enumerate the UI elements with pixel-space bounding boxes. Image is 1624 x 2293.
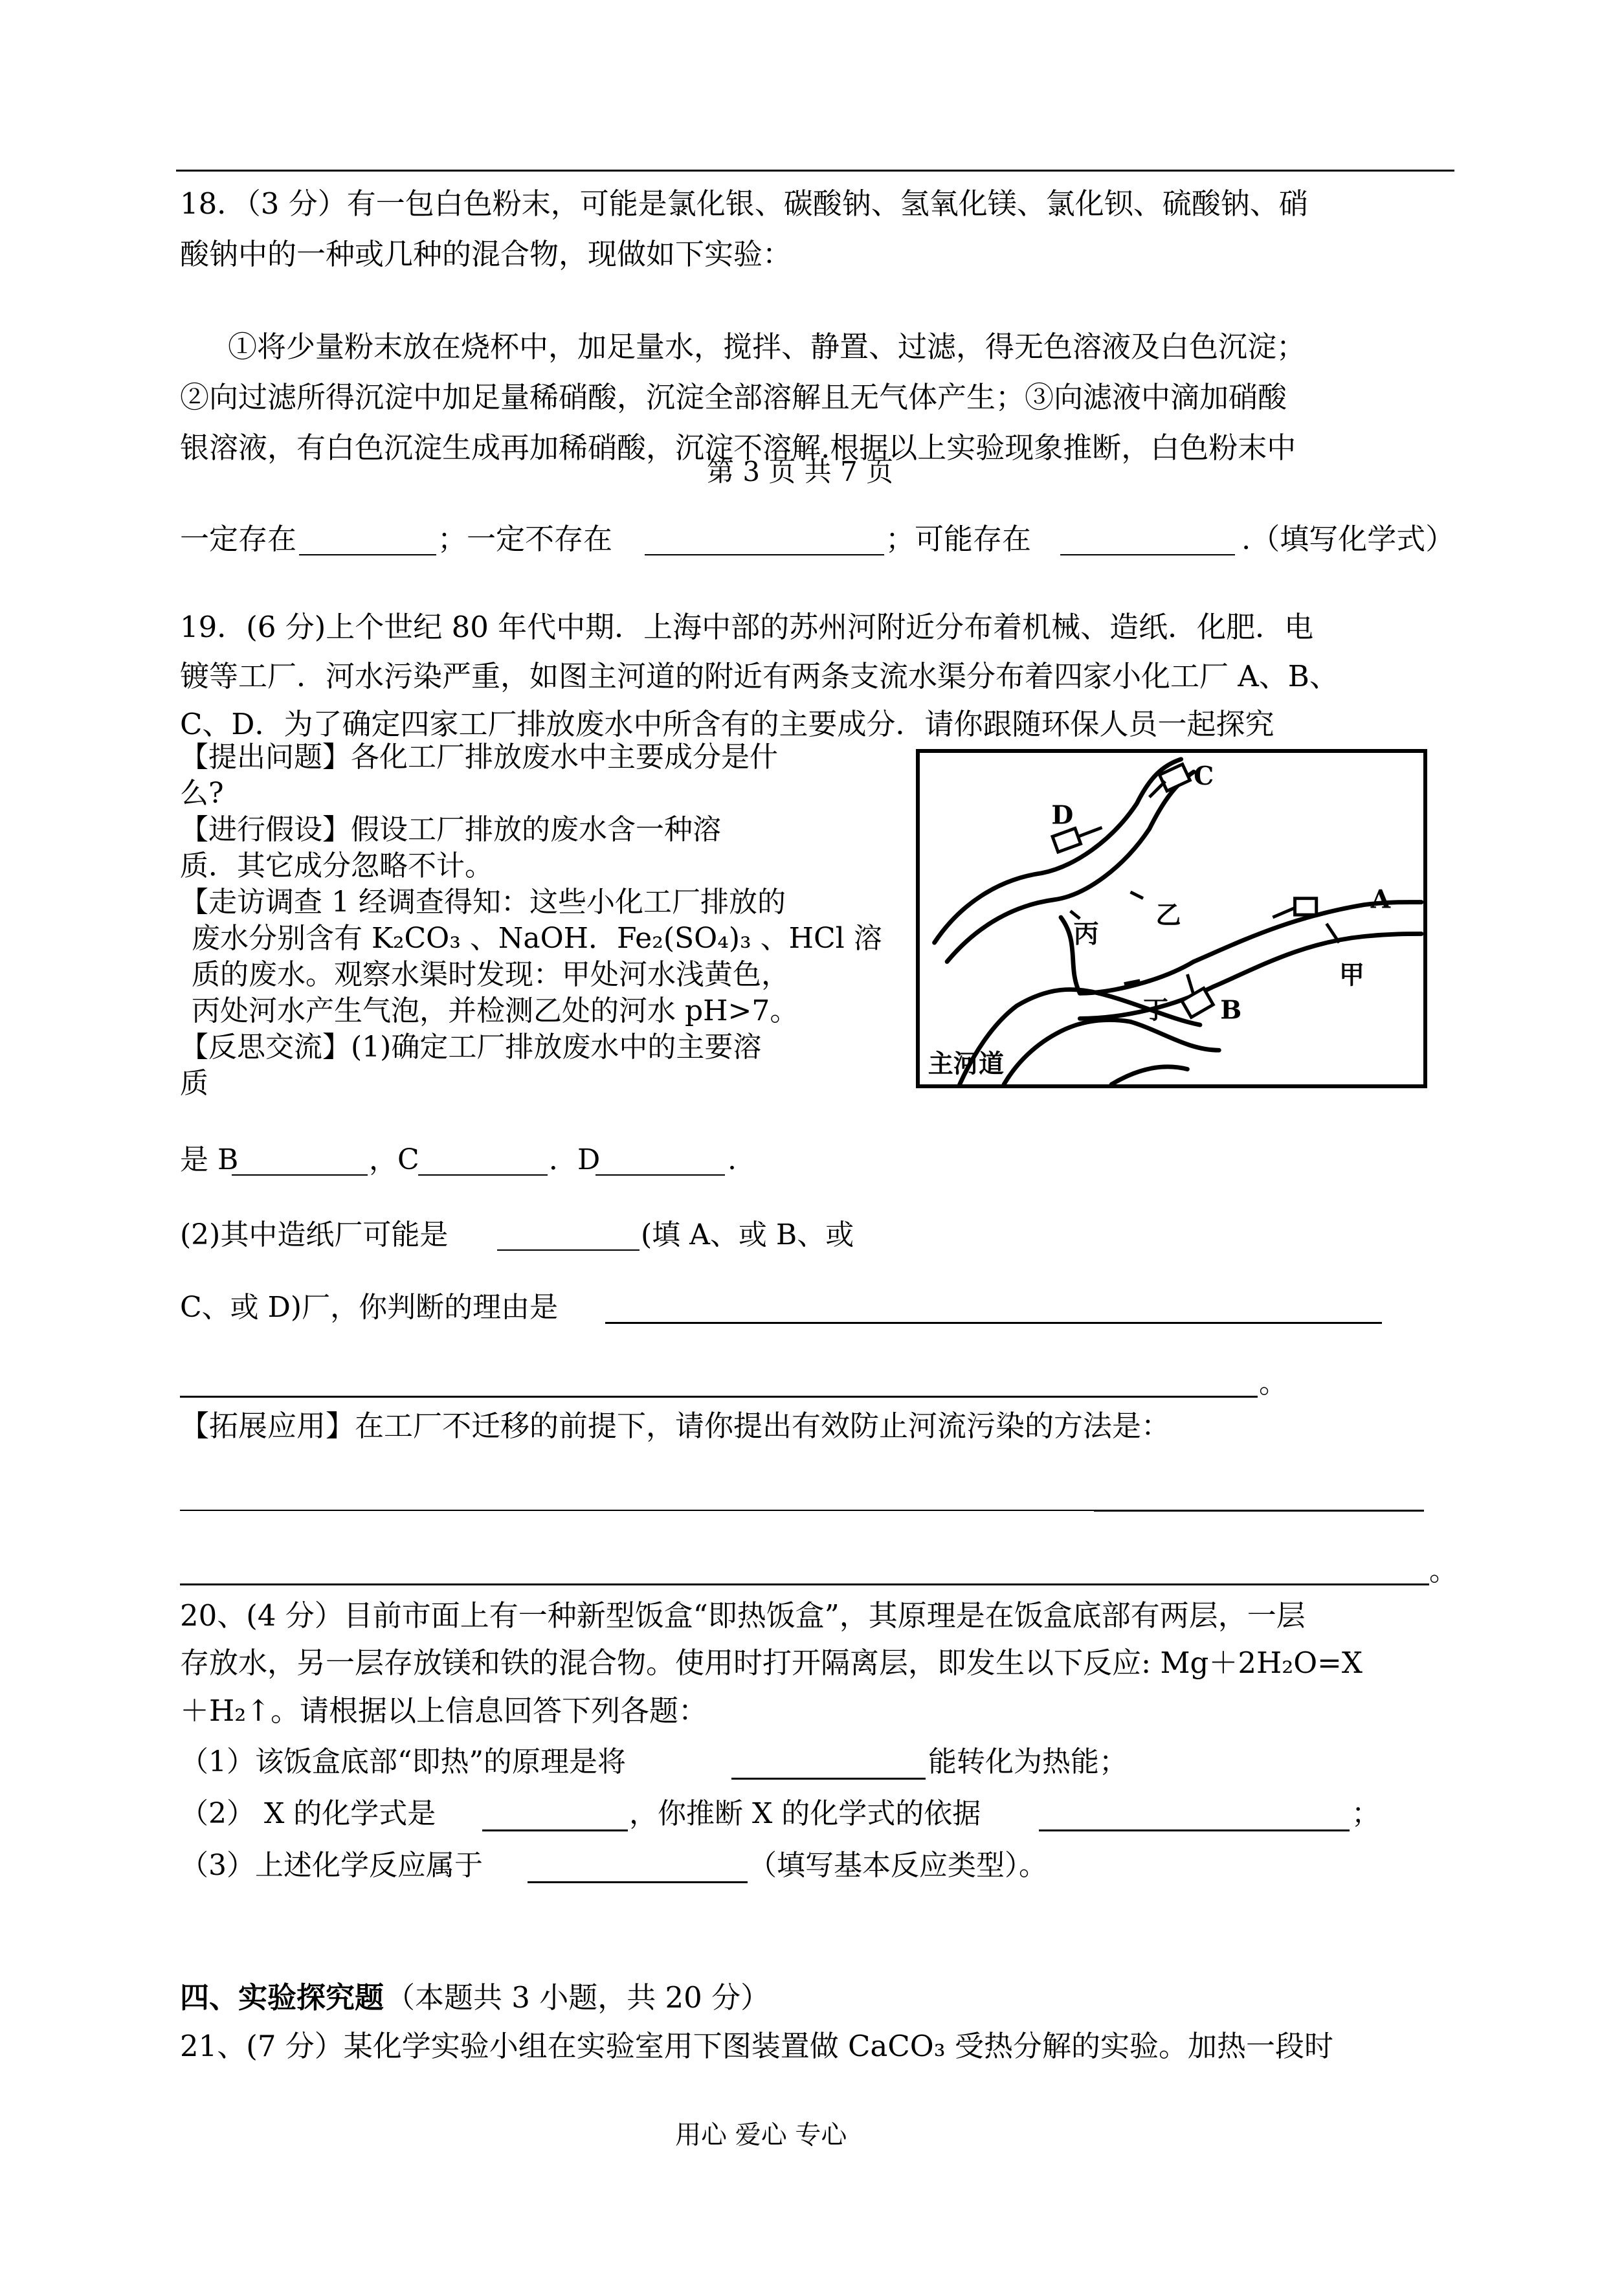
- q19-survey-line2: 废水分别含有 K₂CO₃ 、NaOH．Fe₂(SO₄)₃ 、HCl 溶: [192, 922, 882, 955]
- map-label-ding: 丁: [1143, 995, 1169, 1025]
- q19-reflect-line2: 质: [180, 1067, 208, 1100]
- q20-line3: ＋H₂↑。请根据以上信息回答下列各题：: [180, 1694, 707, 1728]
- q20-blank-reaction-type: [528, 1881, 748, 1883]
- q19-answer1-c: ，C: [369, 1143, 419, 1176]
- q19-blank-b: [232, 1174, 368, 1176]
- q19-period2: 。: [1429, 1554, 1458, 1587]
- river-map-figure: [916, 749, 1427, 1088]
- q19-q2-c: C、或 D)厂，你判断的理由是: [180, 1291, 559, 1324]
- q19-blank-method-1: [180, 1510, 1094, 1511]
- q19-line2: 镀等工厂．河水污染严重，如图主河道的附近有两条支流水渠分布着四家小化工厂 A、B、: [180, 659, 1339, 693]
- q20-line1: 20、(4 分）目前市面上有一种新型饭盒“即热饭盒”，其原理是在饭盒底部有两层，一层: [180, 1598, 1306, 1633]
- map-label-D: D: [1051, 800, 1074, 831]
- q19-period: 。: [1259, 1367, 1287, 1400]
- q18-blank-c-label: ；可能存在: [885, 522, 1032, 556]
- q19-blank-d: [595, 1174, 725, 1176]
- q21-line1: 21、(7 分）某化学实验小组在实验室用下图装置做 CaCO₃ 受热分解的实验。加热一段时: [180, 2029, 1333, 2063]
- q20-blank-energy: [731, 1778, 926, 1780]
- q18-blank-exists: [299, 554, 436, 555]
- q18-line3: ①将少量粉末放在烧杯中，加足量水，搅拌、静置、过滤，得无色溶液及白色沉淀；: [228, 330, 1306, 364]
- q19-line3: C、D．为了确定四家工厂排放废水中所含有的主要成分．请你跟随环保人员一起探究: [180, 707, 1274, 741]
- map-label-B: B: [1220, 995, 1242, 1025]
- q19-hypothesis-line1: 【进行假设】假设工厂排放的废水含一种溶: [180, 813, 721, 846]
- page-label: 第 3 页 共 7 页: [707, 456, 894, 487]
- section4-note: （本题共 3 小题，共 20 分）: [386, 1980, 770, 2015]
- q20-blank-basis: [1039, 1829, 1350, 1831]
- q20-sub2-c: ；: [1351, 1797, 1380, 1830]
- q20-sub2-b: ，你推断 X 的化学式的依据: [629, 1797, 981, 1830]
- map-label-yi: 乙: [1155, 900, 1181, 930]
- q19-blank-reason-2: [180, 1396, 1258, 1398]
- q19-survey-line4: 丙处河水产生气泡，并检测乙处的河水 pH>7。: [192, 994, 799, 1027]
- q20-sub2-a: （2） X 的化学式是: [180, 1797, 436, 1830]
- q19-reflect-line1: 【反思交流】(1)确定工厂排放废水中的主要溶: [180, 1031, 762, 1064]
- q20-blank-formula: [482, 1829, 628, 1831]
- map-label-main-river: 主河道: [928, 1049, 1005, 1079]
- section4-title: 四、实验探究题: [180, 1980, 384, 2015]
- q18-blank-a-label: 一定存在: [180, 522, 297, 556]
- q18-blank-b-label: ；一定不存在: [438, 522, 613, 556]
- q19-line1: 19．(6 分)上个世纪 80 年代中期．上海中部的苏州河附近分布着机械、造纸．化肥．电: [180, 610, 1314, 644]
- q19-question-line1: 【提出问题】各化工厂排放废水中主要成分是什: [180, 741, 778, 774]
- q18-line5: 银溶液，有白色沉淀生成再加稀硝酸，沉淀不溶解.根据以上实验现象推断，白色粉末中: [180, 431, 1296, 465]
- q18-blank-may-exist: [1060, 554, 1235, 555]
- q19-answer1-b: 是 B: [180, 1143, 239, 1176]
- q19-question-line2: 么?: [180, 777, 224, 810]
- map-label-C: C: [1194, 761, 1214, 791]
- q19-q2-a: (2)其中造纸厂可能是: [180, 1218, 449, 1251]
- q20-sub3-a: （3）上述化学反应属于: [180, 1849, 483, 1882]
- q18-line2: 酸钠中的一种或几种的混合物，现做如下实验：: [180, 237, 792, 271]
- q19-blank-method-2: [180, 1583, 1429, 1585]
- q19-extension: 【拓展应用】在工厂不迁移的前提下，请你提出有效防止河流污染的方法是：: [180, 1409, 1171, 1443]
- q18-blank-d-label: .（填写化学式）: [1241, 522, 1455, 556]
- q18-line1: 18．（3 分）有一包白色粉末，可能是氯化银、碳酸钠、氢氧化镁、氯化钡、硫酸钠、硝: [180, 186, 1308, 221]
- top-rule: [176, 170, 1454, 172]
- q19-hypothesis-line2: 质．其它成分忽略不计。: [180, 849, 493, 882]
- map-label-A: A: [1370, 884, 1391, 915]
- map-label-bing: 丙: [1073, 919, 1099, 950]
- q19-blank-method-1b: [1094, 1510, 1424, 1512]
- q20-sub3-b: （填写基本反应类型）。: [748, 1849, 1047, 1882]
- q19-answer1-end: .: [728, 1143, 737, 1176]
- q20-line2: 存放水，另一层存放镁和铁的混合物。使用时打开隔离层，即发生以下反应: Mg＋2H₂O=X: [180, 1646, 1363, 1680]
- q19-blank-reason-1: [605, 1322, 1382, 1324]
- page-footer: 用心 爱心 专心: [675, 2120, 847, 2150]
- q19-q2-b: (填 A、或 B、或: [641, 1218, 854, 1251]
- q18-line4: ②向过滤所得沉淀中加足量稀硝酸，沉淀全部溶解且无气体产生；③向滤液中滴加硝酸: [180, 380, 1287, 414]
- q19-survey-line1: 【走访调查 1 经调查得知：这些小化工厂排放的: [180, 886, 786, 919]
- river-map: [920, 753, 1423, 1084]
- q19-blank-c: [418, 1174, 548, 1176]
- q18-blank-not-exists: [645, 554, 884, 555]
- map-label-jia: 甲: [1339, 960, 1365, 990]
- q19-survey-line3: 质的废水。观察水渠时发现：甲处河水浅黄色，: [192, 958, 790, 991]
- q20-sub1-b: 能转化为热能；: [928, 1745, 1128, 1778]
- q19-answer1-d: ．D: [549, 1143, 601, 1176]
- q19-blank-paper-mill: [497, 1249, 640, 1251]
- q20-sub1-a: （1）该饭盒底部“即热”的原理是将: [180, 1745, 626, 1778]
